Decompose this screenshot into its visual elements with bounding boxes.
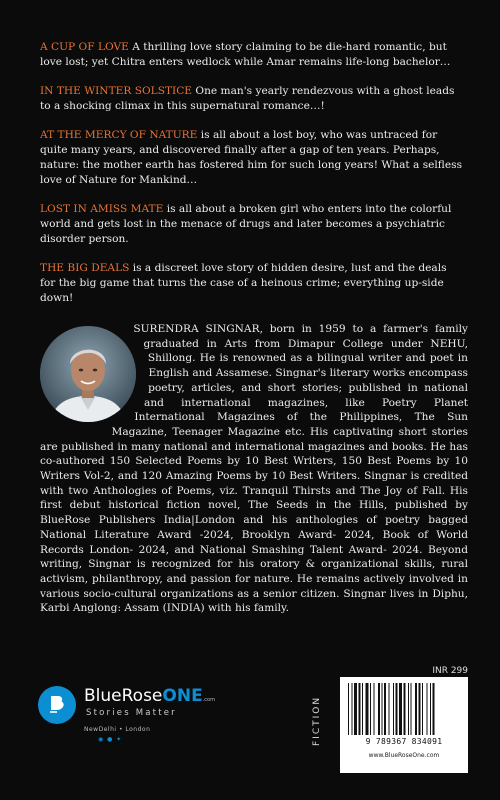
blurb-big-deals — [40, 261, 465, 306]
author-bio: SURENDRA SINGNAR, born in 1959 to a farmer's family graduated in Arts from Dimapur College under NEHU, Shillong. He is renowned as a bilingual writer and poet in English and Assamese. Singnar's literary works encompass poetry, articles, and short stories; published in national and international magazines, like Poetry Planet International Magazines of the Philippines, The Sun Magazine, Teenager Magazine etc. His captivating short stories are published in many national and international magazines and books. He has co-authored 150 Selected Poems by 10 Best Writers, 150 Best Poems by 10 Writers Vol-2, and 120 Amazing Poems by 10 Best Writers. Singnar is credited with two Anthologies of Poems, viz. Tranquil Thirsts and The Joy of Fall. His first debut historical fiction novel, The Seeds in the Hills, published by BlueRose Publishers India|London and his anthologies of poetry bagged National Literature Award -2024, Brooklyn Award- 2024, Book of World Records London- 2024, and National Smashing Talent Award- 2024. Beyond writing, Singnar is recognized for his oratory & organizational skills, rural activism, philanthropy, and passion for nature. He remains actively involved in various socio-cultural organizations as a senior citizen. Singnar lives in Diphu, Karbi Anglong: Assam (INDIA) with his family. — [40, 323, 468, 615]
social-icons: ◉ ● ✦ — [98, 736, 123, 743]
isbn-barcode — [340, 677, 468, 773]
blurb-text: A thrilling love story claiming to be die-hard romantic, but love lost; yet Chitra enters wedlock while Amar remains life-long bachelor… — [40, 41, 451, 68]
blurb-title: THE BIG DEALS — [40, 262, 130, 274]
blurb-title: IN THE WINTER SOLSTICE — [40, 85, 193, 97]
blurb-text: is a discreet love story of hidden desire, lust and the deals for the big game that turns the case of a heinous crime; everything up-side down! — [40, 262, 447, 304]
isbn-number: 9 789367 834091 — [365, 737, 443, 746]
author-section — [40, 322, 468, 616]
publisher-logo — [38, 680, 258, 750]
author-photo — [40, 326, 136, 422]
publisher-tagline: Stories Matter — [86, 708, 177, 718]
publisher-cities: NewDelhi • London — [84, 726, 151, 733]
publisher-name: BlueRoseONE.com — [84, 686, 215, 706]
blurb-lost-in-amiss-mate — [40, 202, 465, 247]
publisher-website: www.BlueRoseOne.com — [368, 752, 440, 759]
blurb-text: is all about a broken girl who enters into the colorful world and gets lost in the menace of drugs and later becomes a psychiatric disorder person. — [40, 203, 452, 245]
blurb-title: A CUP OF LOVE — [40, 41, 129, 53]
blurb-title: LOST IN AMISS MATE — [40, 203, 164, 215]
blurb-a-cup-of-love — [40, 40, 465, 70]
book-blurbs — [40, 40, 465, 320]
price-label: INR 299 — [432, 666, 468, 676]
genre-label: FICTION — [312, 695, 322, 747]
blurb-title: AT THE MERCY OF NATURE — [40, 129, 198, 141]
blurb-text: is all about a lost boy, who was untraced for quite many years, and discovered finally after a gap of ten years. Perhaps, nature: the mother earth has fostered him for such long years! What a selfless love of Nature for Mankind… — [40, 129, 463, 186]
barcode-bars-icon — [340, 677, 468, 739]
blurb-text: One man's yearly rendezvous with a ghost leads to a shocking climax in this supernatural romance…! — [40, 85, 455, 112]
bluerose-icon — [38, 686, 76, 724]
blurb-winter-solstice — [40, 84, 465, 114]
blurb-mercy-of-nature — [40, 128, 465, 188]
